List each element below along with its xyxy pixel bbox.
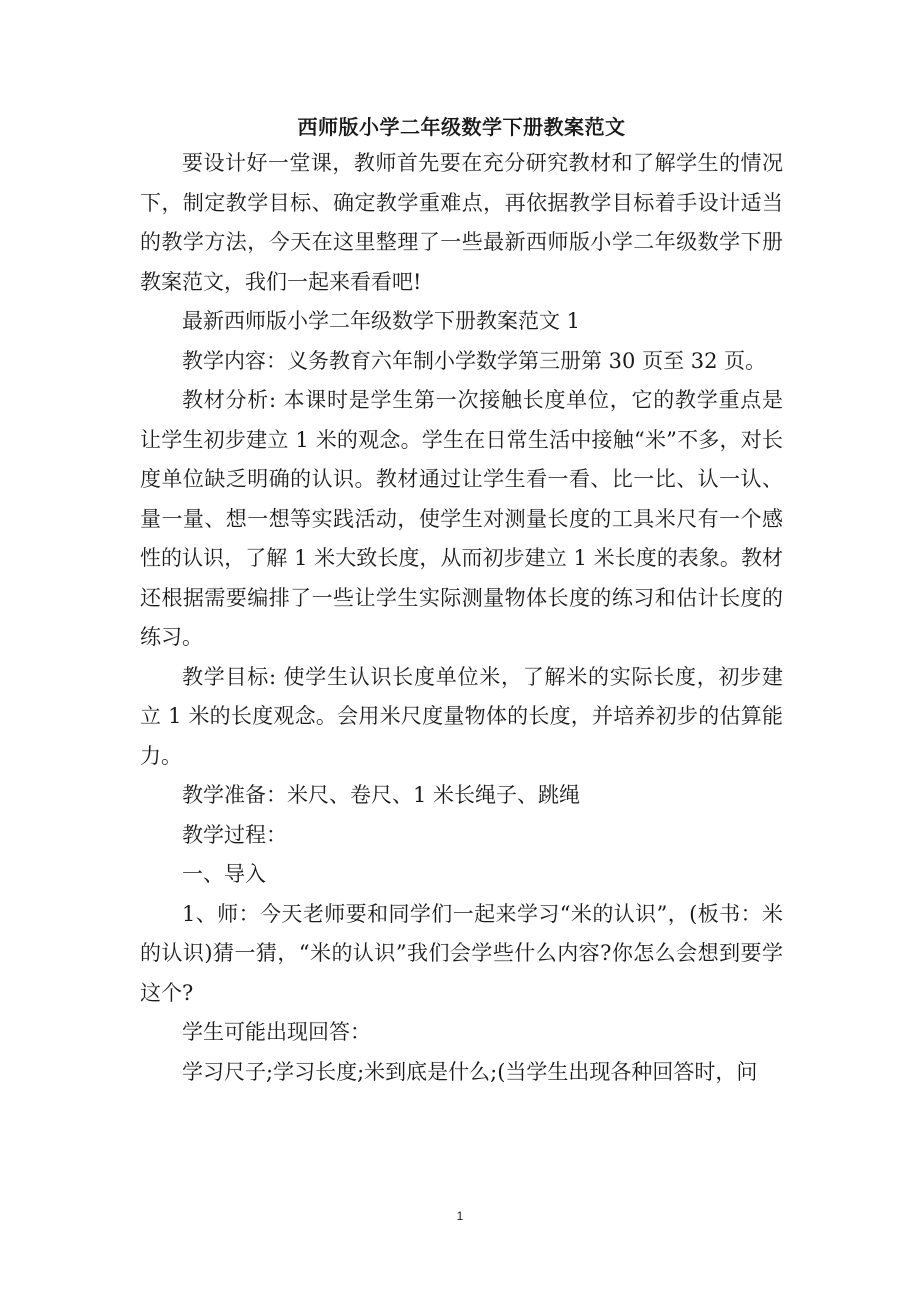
paragraph-teaching-preparation: 教学准备：米尺、卷尺、1 米长绳子、跳绳: [182, 783, 581, 807]
paragraph-student-answers-label: 学生可能出现回答：: [182, 1020, 371, 1044]
document-body: [140, 110, 783, 1092]
paragraph-intro: 要设计好一堂课，教师首先要在充分研究教材和了解学生的情况下，制定教学目标、确定教学重难点，再依据教学目标着手设计适当的教学方法，今天在这里整理了一些最新西师版小学二年级数学下册教案范文，我们一起来看看吧!: [140, 151, 783, 294]
paragraph-introduction-heading: 一、导入: [182, 862, 266, 886]
page-number: 1: [456, 1209, 464, 1223]
document-title: 西师版小学二年级数学下册教案范文: [297, 115, 626, 139]
paragraph-section-heading: 最新西师版小学二年级数学下册教案范文 1: [182, 309, 581, 333]
paragraph-teaching-content: 教学内容：义务教育六年制小学数学第三册第 30 页至 32 页。: [182, 348, 767, 373]
paragraph-student-answers: 学习尺子;学习长度;米到底是什么;(当学生出现各种回答时，问: [182, 1059, 758, 1084]
paragraph-teacher-speech: 1、师：今天老师要和同学们一起来学习“米的认识”，(板书：米的认识)猜一猜，“米的认识”我们会学些什么内容?你怎么会想到要学这个?: [140, 901, 783, 1005]
paragraph-teaching-process: 教学过程：: [182, 822, 287, 847]
paragraph-teaching-goals: 教学目标: 使学生认识长度单位米，了解米的实际长度，初步建立 1 米的长度观念。会用米尺度量物体的长度，并培养初步的估算能力。: [140, 664, 783, 768]
paragraph-material-analysis: 教材分析: 本课时是学生第一次接触长度单位，它的教学重点是让学生初步建立 1 米的观念。学生在日常生活中接触“米”不多，对长度单位缺乏明确的认识。教材通过让学生看一看、比一比、认一认、量一量、想一想等实践活动，使学生对测量长度的工具米尺有一个感性的认识，了解 1 米大致长度，从而初步建立 1 米长度的表象。教材还根据需要编排了一些让学生实际测量物体长度的练习和估计长度的练习。: [140, 388, 783, 649]
